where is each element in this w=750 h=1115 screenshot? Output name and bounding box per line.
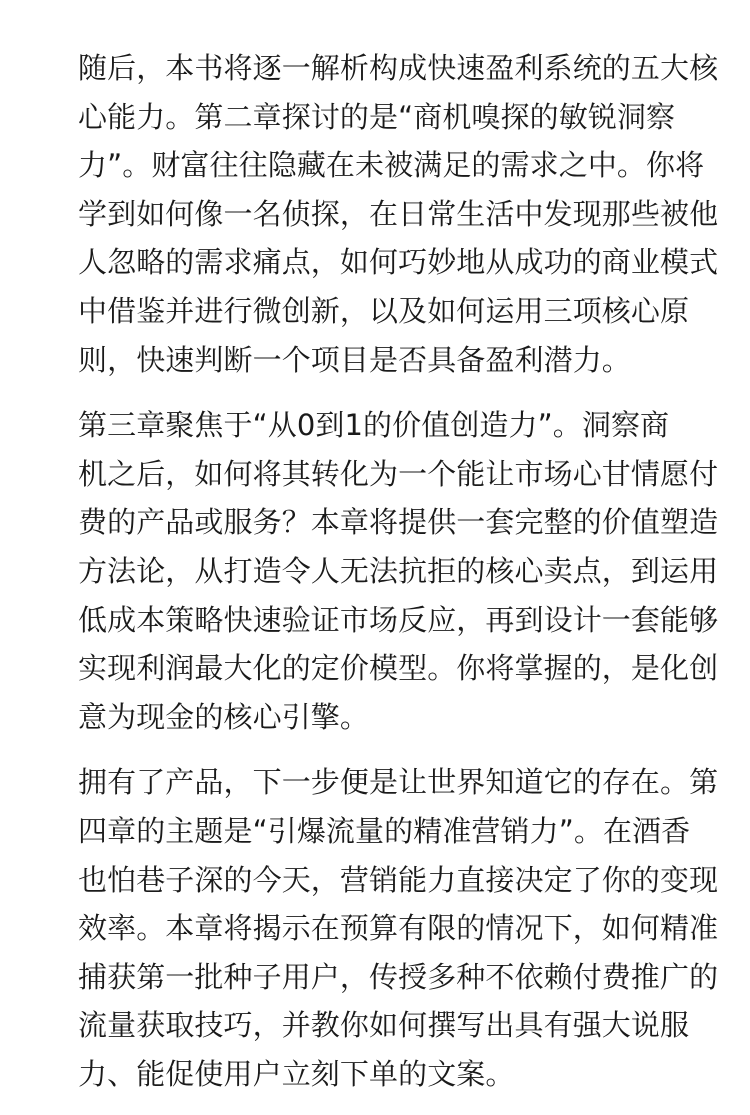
- paragraph-chapter-three: [78, 401, 719, 741]
- text-line: 拥有了产品，下一步便是让世界知道它的存在。第: [78, 765, 719, 800]
- text-line: 力、能促使用户立刻下单的文案。: [78, 1056, 515, 1091]
- text-line: 人忽略的需求痛点，如何巧妙地从成功的商业模式: [78, 245, 719, 280]
- text-line: 心能力。第二章探讨的是“商机嗅探的敏锐洞察: [78, 99, 676, 134]
- text-line: 力”。财富往往隐藏在未被满足的需求之中。你将: [78, 148, 705, 183]
- text-line: 则，快速判断一个项目是否具备盈利潜力。: [78, 342, 631, 377]
- text-line: 方法论，从打造令人无法抗拒的核心卖点，到运用: [78, 553, 719, 588]
- text-line: 机之后，如何将其转化为一个能让市场心甘情愿付: [78, 456, 719, 491]
- text-line: 随后，本书将逐一解析构成快速盈利系统的五大核: [78, 51, 719, 85]
- text-line: 效率。本章将揭示在预算有限的情况下，如何精准: [78, 911, 719, 946]
- text-line: 实现利润最大化的定价模型。你将掌握的，是化创: [78, 651, 719, 686]
- text-line: 中借鉴并进行微创新，以及如何运用三项核心原: [78, 293, 690, 328]
- paragraph-chapter-four: [78, 758, 719, 1098]
- article-body: [78, 44, 719, 1115]
- paragraph-chapter-two: [78, 44, 719, 384]
- text-line: 也怕巷子深的今天，营销能力直接决定了你的变现: [78, 862, 719, 897]
- text-line: 第三章聚焦于“从0到1的价值创造力”。洞察商: [78, 408, 670, 443]
- text-line: 四章的主题是“引爆流量的精准营销力”。在酒香: [78, 813, 691, 848]
- text-line: 学到如何像一名侦探，在日常生活中发现那些被他: [78, 196, 719, 231]
- text-line: 低成本策略快速验证市场反应，再到设计一套能够: [78, 602, 719, 637]
- text-line: 费的产品或服务？本章将提供一套完整的价值塑造: [78, 505, 719, 540]
- text-line: 捕获第一批种子用户，传授多种不依赖付费推广的: [78, 959, 719, 994]
- text-line: 流量获取技巧，并教你如何撰写出具有强大说服: [78, 1008, 690, 1043]
- text-line: 意为现金的核心引擎。: [78, 699, 370, 734]
